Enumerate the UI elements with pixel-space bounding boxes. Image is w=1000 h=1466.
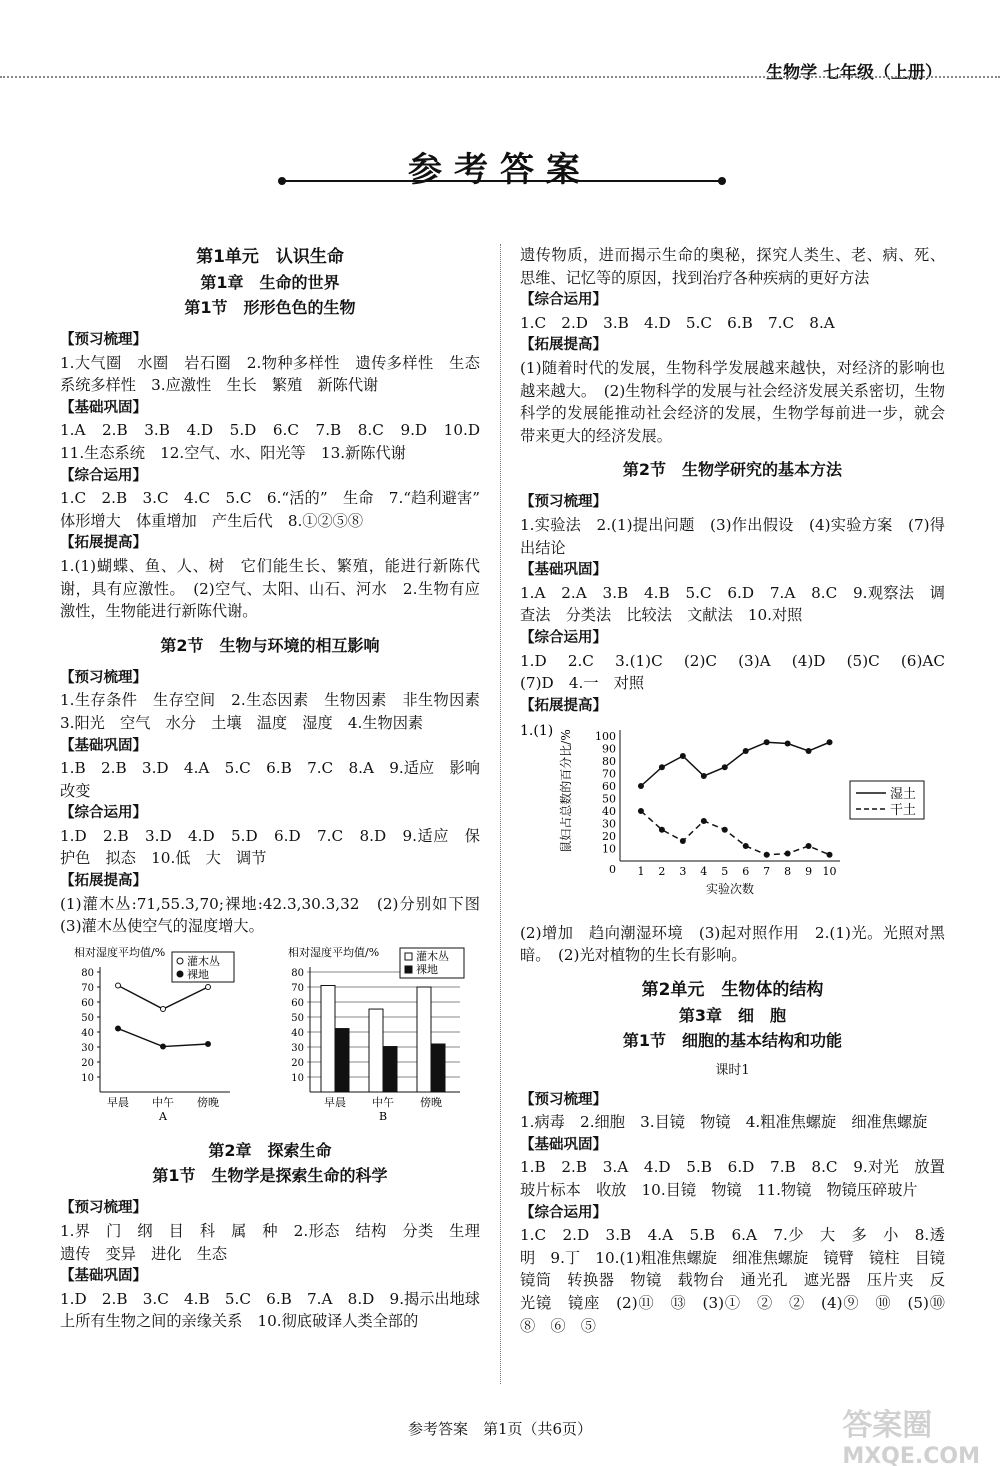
data-point <box>806 843 812 849</box>
block-text: 1.C 2.D 3.B 4.D 5.C 6.B 7.C 8.A <box>520 313 835 332</box>
x-axis-label: 实验次数 <box>705 882 755 897</box>
data-point <box>161 1044 166 1049</box>
block-text: 1.D 2.B 3.D 4.D 5.D 6.D 7.C 8.D 9.适应 保护色 拟态 10.低 大 调节 <box>60 826 480 868</box>
x-tick-label: 4 <box>700 865 708 879</box>
data-point <box>806 748 812 754</box>
data-point <box>722 765 728 771</box>
block-text: 1.界 门 纲 目 科 属 种 2.形态 结构 分类 生理 遗传 变异 进化 生态 <box>60 1222 496 1263</box>
x-tick-label: 早晨 <box>107 1095 129 1109</box>
data-point <box>638 783 644 789</box>
y-tick-label: 30 <box>291 1042 304 1054</box>
block-text: 1.A 2.B 3.B 4.D 5.D 6.C 7.B 8.C 9.D 10.D 11.生态系统 12.空气、水、阳光等 13.新陈代谢 <box>60 421 496 462</box>
data-point <box>743 843 749 849</box>
section-heading: 第2节 生物学研究的基本方法 <box>622 460 843 480</box>
x-tick-label: 6 <box>742 865 750 879</box>
x-tick-label: 早晨 <box>324 1095 346 1109</box>
humidity-charts-svg <box>60 942 480 1122</box>
block-label: 【综合运用】 <box>520 292 607 309</box>
x-tick-label: 中午 <box>372 1095 394 1109</box>
series-line <box>118 985 208 1009</box>
y-tick-label: 60 <box>291 997 304 1009</box>
section-heading: 第1节 形形色色的生物 <box>184 298 356 317</box>
data-point <box>827 852 833 858</box>
y-tick-label: 20 <box>81 1057 94 1069</box>
origin-label: 0 <box>609 863 616 877</box>
block-text: 1.(1)蝴蝶、鱼、人、树 它们能生长、繁殖，能进行新陈代谢，具有应激性。 (2)空气、太阳、山石、河水 2.生物有应激性，生物能进行新陈代谢。 <box>60 556 480 621</box>
x-axis-label: B <box>378 1109 388 1122</box>
watermark-text: 答案圈 <box>842 1408 933 1443</box>
lesson-label: 课时1 <box>715 1063 750 1079</box>
section-heading: 第2节 生物与环境的相互影响 <box>160 635 380 655</box>
block-text: 1.生存条件 生存空间 2.生态因素 生物因素 非生物因素 3.阳光 空气 水分 土壤 温度 湿度 4.生物因素 <box>60 691 496 732</box>
block-text: (2)增加 趋向潮湿环境 (3)起对照作用 2.(1)光。光照对黑暗。 (2)光对植物的生长有影响。 <box>520 923 945 965</box>
block-label: 【综合运用】 <box>60 467 147 484</box>
block-label: 【拓展提高】 <box>520 337 607 354</box>
x-tick-label: 中午 <box>152 1095 174 1109</box>
woodlouse-chart <box>520 721 945 918</box>
legend-marker <box>405 966 412 973</box>
y-tick-label: 40 <box>291 1027 304 1039</box>
bar <box>431 1044 445 1092</box>
legend-label: 裸地 <box>416 962 438 976</box>
data-point <box>659 765 665 771</box>
y-tick-label: 60 <box>81 997 94 1009</box>
section-3-blocks <box>60 1197 496 1333</box>
x-tick-label: 5 <box>721 865 729 879</box>
y-tick-label: 40 <box>602 805 616 819</box>
legend-label: 湿土 <box>890 787 917 803</box>
data-point <box>206 1041 211 1046</box>
data-point <box>206 984 211 989</box>
bar <box>335 1028 349 1091</box>
block-label: 【基础巩固】 <box>60 399 147 416</box>
header-title: 生物学 七年级（上册） <box>766 63 942 83</box>
block-label: 【基础巩固】 <box>60 1268 147 1285</box>
y-tick-label: 80 <box>602 755 616 769</box>
bar <box>321 985 335 1092</box>
data-point <box>638 808 644 814</box>
block-text: 1.B 2.B 3.D 4.A 5.C 6.B 7.C 8.A 9.适应 影响 改变 <box>60 759 496 800</box>
block-text: 1.C 2.D 3.B 4.A 5.B 6.A 7.少 大 多 小 8.透明 9.丁 10.(1)粗准焦螺旋 细准焦螺旋 镜臂 镜柱 目镜 镜筒 转换器 物镜 载物台 通光孔 遮光器 压片夹 反光镜 镜座 (2)⑪ ⑬ (3)① ② ② (4)⑨ ⑩ (5)⑩ ⑧ ⑥ ⑤ <box>520 1226 961 1335</box>
y-tick-label: 10 <box>81 1072 94 1084</box>
data-point <box>116 1026 121 1031</box>
block-label: 【基础巩固】 <box>520 562 607 579</box>
y-tick-label: 40 <box>81 1027 94 1039</box>
legend-marker <box>405 953 412 960</box>
block-label: 【基础巩固】 <box>520 1136 607 1153</box>
legend-marker <box>177 971 183 977</box>
data-point <box>701 773 707 779</box>
legend-label: 灌木丛 <box>187 954 220 968</box>
block-text: 1.C 2.B 3.C 4.C 5.C 6.“活的” 生命 7.“趋利避害” 体形增大 体重增加 产生后代 8.①②⑤⑧ <box>60 489 496 530</box>
y-axis-label: 鼠妇占总数的百分比/% <box>559 729 573 854</box>
data-point <box>785 741 791 747</box>
block-text: 1.B 2.B 3.A 4.D 5.B 6.D 7.B 8.C 9.对光 放置玻片标本 收放 10.目镜 物镜 11.物镜 物镜压碎玻片 <box>520 1158 945 1200</box>
y-tick-label: 80 <box>291 967 304 979</box>
block-text: 1.病毒 2.细胞 3.目镜 物镜 4.粗准焦螺旋 细准焦螺旋 <box>520 1113 928 1132</box>
y-tick-label: 30 <box>81 1042 94 1054</box>
x-tick-label: 7 <box>763 865 771 879</box>
data-point <box>827 740 833 746</box>
block-label: 【预习梳理】 <box>520 1091 607 1108</box>
block-label: 【预习梳理】 <box>520 494 607 511</box>
y-tick-label: 20 <box>291 1057 304 1069</box>
chapter-heading: 第3章 细 胞 <box>678 1006 787 1026</box>
data-point <box>680 753 686 759</box>
y-tick-label: 90 <box>602 742 616 756</box>
block-text: 1.D 2.B 3.C 4.B 5.C 6.B 7.A 8.D 9.揭示出地球上所有生物之间的亲缘关系 10.彻底破译人类全部的 <box>60 1289 480 1331</box>
item-prefix: 1.(1) <box>520 723 554 740</box>
x-tick-label: 10 <box>822 865 837 879</box>
data-point <box>785 851 791 857</box>
y-tick-label: 70 <box>81 982 94 994</box>
chapter-heading: 第1章 生命的世界 <box>200 273 340 292</box>
continued-text: 遗传物质，进而揭示生命的奥秘，探究人类生、老、病、死、思维、记忆等的原因，找到治疗各种疾病的更好方法 <box>520 246 945 287</box>
block-label: 【拓展提高】 <box>60 535 147 552</box>
x-tick-label: 8 <box>784 865 792 879</box>
title-rule <box>282 180 722 182</box>
y-tick-label: 50 <box>81 1012 94 1024</box>
main-title: 参考答案 <box>408 150 592 190</box>
block-text: (1)随着时代的发展，生物科学发展越来越快，对经济的影响也越来越大。 (2)生物科学的发展与社会经济发展关系密切，生物科学的发展能推动社会经济的发展，生物学每前进一步，就会带来更大的经济发展。 <box>520 358 945 445</box>
unit-heading: 第1单元 认识生命 <box>196 247 344 267</box>
column-divider <box>500 244 501 1384</box>
header-divider <box>0 76 1000 78</box>
data-point <box>764 740 770 746</box>
y-tick-label: 70 <box>291 982 304 994</box>
humidity-charts <box>60 942 480 1129</box>
x-tick-label: 3 <box>679 865 687 879</box>
block-label: 【综合运用】 <box>60 805 147 822</box>
section-2-blocks <box>60 667 496 938</box>
series-line <box>641 743 830 787</box>
y-tick-label: 50 <box>291 1012 304 1024</box>
right-column <box>520 244 961 1337</box>
legend-label: 裸地 <box>187 967 209 981</box>
y-tick-label: 20 <box>602 830 616 844</box>
x-tick-label: 1 <box>637 865 645 879</box>
block-label: 【综合运用】 <box>520 1204 607 1221</box>
data-point <box>659 827 665 833</box>
data-point <box>680 838 686 844</box>
block-label: 【综合运用】 <box>520 629 607 646</box>
block-label: 【预习梳理】 <box>60 669 147 686</box>
x-tick-label: 9 <box>805 865 813 879</box>
block-text: 1.D 2.C 3.(1)C (2)C (3)A (4)D (5)C (6)AC (7)D 4.一 对照 <box>520 651 961 693</box>
block-text: 1.A 2.A 3.B 4.B 5.C 6.D 7.A 8.C 9.观察法 调查法 分类法 比较法 文献法 10.对照 <box>520 583 945 625</box>
block-label: 【拓展提高】 <box>60 873 147 890</box>
block-text: (1)灌木丛:71,55.3,70;裸地:42.3,30.3,32 (2)分别如下图 (3)灌木丛使空气的湿度增大。 <box>60 894 496 936</box>
block-label: 【预习梳理】 <box>60 1200 147 1217</box>
woodlouse-chart-svg <box>520 721 940 911</box>
legend-label: 干土 <box>890 803 917 819</box>
data-point <box>161 1006 166 1011</box>
x-tick-label: 傍晚 <box>197 1095 219 1109</box>
block-text: 1.大气圈 水圈 岩石圈 2.物种多样性 遗传多样性 生态系统多样性 3.应激性 生长 繁殖 新陈代谢 <box>60 353 480 395</box>
y-tick-label: 10 <box>291 1072 304 1084</box>
data-point <box>116 983 121 988</box>
data-point <box>764 852 770 858</box>
y-tick-label: 10 <box>602 842 616 856</box>
block-label: 【拓展提高】 <box>520 697 607 714</box>
data-point <box>722 827 728 833</box>
data-point <box>701 818 707 824</box>
bar <box>383 1046 397 1091</box>
page-footer: 参考答案 第1页（共6页） <box>407 1420 593 1438</box>
y-tick-label: 50 <box>602 792 616 806</box>
x-tick-label: 2 <box>658 865 666 879</box>
y-tick-label: 70 <box>602 767 616 781</box>
bar <box>417 987 431 1092</box>
section-heading: 第1节 细胞的基本结构和功能 <box>622 1031 843 1051</box>
section-1-blocks <box>60 329 496 623</box>
block-label: 【预习梳理】 <box>60 332 147 348</box>
bar <box>369 1009 383 1092</box>
unit-heading: 第2单元 生物体的结构 <box>641 980 824 1001</box>
block-text: 1.实验法 2.(1)提出问题 (3)作出假设 (4)实验方案 (7)得出结论 <box>520 515 945 557</box>
y-tick-label: 30 <box>602 817 616 831</box>
series-line <box>641 811 830 855</box>
section-heading: 第1节 生物学是探索生命的科学 <box>152 1166 388 1186</box>
data-point <box>743 748 749 754</box>
legend-label: 灌木丛 <box>416 949 449 963</box>
block-label: 【基础巩固】 <box>60 737 147 754</box>
watermark-logo <box>842 1400 980 1466</box>
y-axis-label: 相对湿度平均值/% <box>74 945 166 959</box>
x-axis-label: A <box>159 1109 167 1122</box>
y-tick-label: 60 <box>602 780 616 794</box>
y-tick-label: 100 <box>595 730 616 744</box>
watermark-url: MXQE.COM <box>842 1444 980 1466</box>
left-column <box>60 244 496 1333</box>
chapter-heading: 第2章 探索生命 <box>208 1141 332 1161</box>
x-tick-label: 傍晚 <box>420 1095 442 1109</box>
y-tick-label: 80 <box>81 967 94 979</box>
y-axis-label: 相对湿度平均值/% <box>288 945 380 959</box>
legend-marker <box>177 958 183 964</box>
